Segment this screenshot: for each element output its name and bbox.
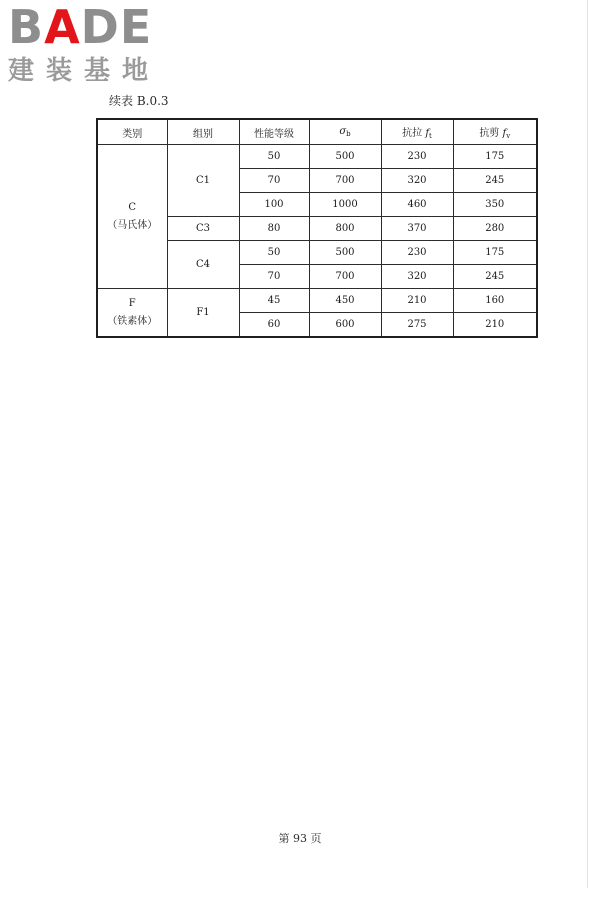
tension-cell: 370 (381, 217, 453, 241)
shear-cell: 175 (453, 145, 537, 169)
grade-cell: 50 (239, 145, 309, 169)
grade-cell: 100 (239, 193, 309, 217)
category-code: C (128, 201, 137, 213)
shear-cell: 160 (453, 289, 537, 313)
category-cell-f (97, 289, 167, 338)
group-cell: F1 (167, 289, 239, 338)
tension-cell: 320 (381, 265, 453, 289)
bade-logo (8, 0, 178, 94)
group-cell: C4 (167, 241, 239, 289)
tension-cell: 230 (381, 241, 453, 265)
sigma-b-cell: 700 (309, 169, 381, 193)
tension-cell: 230 (381, 145, 453, 169)
shear-cell: 210 (453, 313, 537, 338)
grade-cell: 70 (239, 265, 309, 289)
grade-cell: 80 (239, 217, 309, 241)
table-row (97, 145, 537, 169)
logo-wordmark: BADE (8, 0, 153, 54)
page-edge (587, 0, 588, 888)
header-tension: 抗拉 $f_t$ (381, 119, 453, 145)
table-caption: 续表 B.0.3 (109, 94, 169, 108)
sigma-b-cell: 1000 (309, 193, 381, 217)
tension-cell: 210 (381, 289, 453, 313)
tension-cell: 460 (381, 193, 453, 217)
grade-cell: 60 (239, 313, 309, 338)
grade-cell: 70 (239, 169, 309, 193)
group-cell: C1 (167, 145, 239, 217)
logo-subtitle: 建装基地 (8, 56, 161, 86)
sigma-b-cell: 800 (309, 217, 381, 241)
header-category: 类别 (97, 119, 167, 145)
grade-cell: 45 (239, 289, 309, 313)
tension-cell: 320 (381, 169, 453, 193)
header-sigma-b: $\sigma_b$ (309, 119, 381, 145)
sigma-b-cell: 600 (309, 313, 381, 338)
header-group: 组别 (167, 119, 239, 145)
page-number: 第 93 页 (278, 832, 322, 845)
header-shear: 抗剪 $f_v$ (453, 119, 537, 145)
sigma-b-cell: 500 (309, 145, 381, 169)
strength-table (96, 118, 538, 338)
sigma-b-cell: 450 (309, 289, 381, 313)
category-cell-c (97, 145, 167, 289)
category-code: F (128, 297, 136, 309)
header-grade: 性能等级 (239, 119, 309, 145)
shear-cell: 350 (453, 193, 537, 217)
grade-cell: 50 (239, 241, 309, 265)
table-row (97, 289, 537, 313)
sigma-b-cell: 500 (309, 241, 381, 265)
group-cell: C3 (167, 217, 239, 241)
tension-cell: 275 (381, 313, 453, 338)
shear-cell: 280 (453, 217, 537, 241)
shear-cell: 175 (453, 241, 537, 265)
sigma-b-cell: 700 (309, 265, 381, 289)
table-header-row (97, 119, 537, 145)
shear-cell: 245 (453, 265, 537, 289)
category-name: （马氏体） (107, 219, 158, 231)
category-name: （铁素体） (107, 315, 158, 327)
shear-cell: 245 (453, 169, 537, 193)
